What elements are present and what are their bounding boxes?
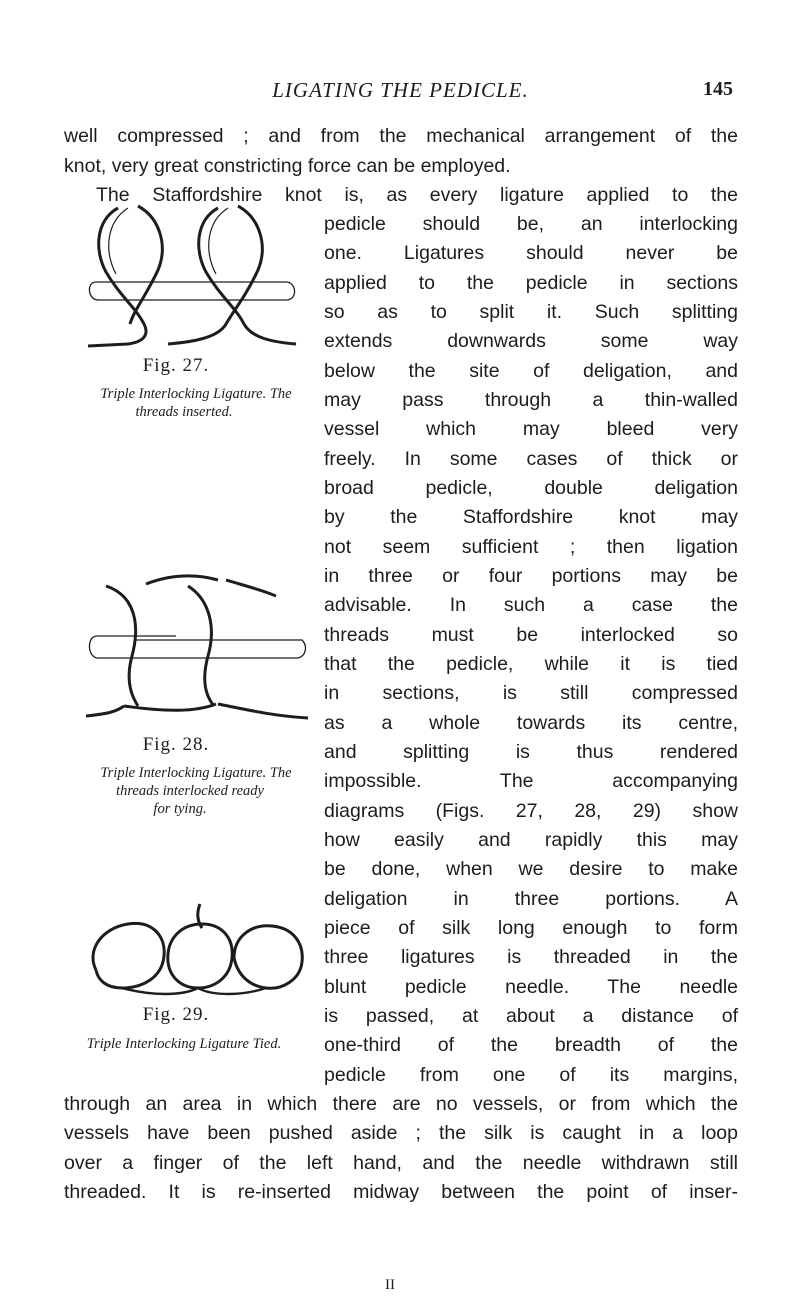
text-line: threads must be interlocked so bbox=[324, 624, 738, 646]
text-line: broad pedicle, double deligation bbox=[324, 477, 738, 499]
figure-27-caption: Triple Interlocking Ligature. The bbox=[100, 386, 292, 402]
text-line: over a finger of the left hand, and the needle withdrawn still bbox=[64, 1152, 738, 1174]
figure-27-label: Fig. 27. bbox=[142, 355, 210, 376]
text-line: applied to the pedicle in sections bbox=[324, 272, 738, 294]
text-line: extends downwards some way bbox=[324, 330, 738, 352]
text-line: one-third of the breadth of the bbox=[324, 1034, 738, 1056]
text-line: in sections, is still compressed bbox=[324, 682, 738, 704]
figure-28-illustration bbox=[76, 566, 316, 722]
figure-29-illustration bbox=[82, 900, 314, 1000]
text-line: may pass through a thin-walled bbox=[324, 389, 738, 411]
text-line: in three or four portions may be bbox=[324, 565, 738, 587]
text-line: not seem sufficient ; then ligation bbox=[324, 536, 738, 558]
text-line: three ligatures is threaded in the bbox=[324, 946, 738, 968]
figure-28-caption: threads interlocked ready bbox=[116, 783, 264, 799]
text-line: knot, very great constricting force can be employed. bbox=[64, 155, 511, 177]
figure-28-caption: Triple Interlocking Ligature. The bbox=[100, 765, 292, 781]
text-line: one. Ligatures should never be bbox=[324, 242, 738, 264]
figure-29-label: Fig. 29. bbox=[142, 1004, 210, 1025]
figure-28-caption: for tying. bbox=[153, 801, 207, 817]
running-head bbox=[68, 76, 733, 106]
text-line: as a whole towards its centre, bbox=[324, 712, 738, 734]
text-line: advisable. In such a case the bbox=[324, 594, 738, 616]
figure-28-label: Fig. 28. bbox=[142, 734, 210, 755]
text-line: is passed, at about a distance of bbox=[324, 1005, 738, 1027]
text-line: diagrams (Figs. 27, 28, 29) show bbox=[324, 800, 738, 822]
figure-29-caption: Triple Interlocking Ligature Tied. bbox=[86, 1036, 282, 1052]
figure-27-illustration bbox=[76, 200, 314, 350]
text-line: how easily and rapidly this may bbox=[324, 829, 738, 851]
text-line: and splitting is thus rendered bbox=[324, 741, 738, 763]
page-number: 145 bbox=[703, 78, 733, 100]
signature-mark: II bbox=[385, 1277, 395, 1293]
text-line: deligation in three portions. A bbox=[324, 888, 738, 910]
text-line: by the Staffordshire knot may bbox=[324, 506, 738, 528]
text-line: piece of silk long enough to form bbox=[324, 917, 738, 939]
text-line: freely. In some cases of thick or bbox=[324, 448, 738, 470]
text-line: pedicle from one of its margins, bbox=[324, 1064, 738, 1086]
text-line: vessels have been pushed aside ; the silk is caught in a loop bbox=[64, 1122, 738, 1144]
text-line: that the pedicle, while it is tied bbox=[324, 653, 738, 675]
text-line: The Staffordshire knot is, as every ligature applied to the bbox=[96, 184, 738, 206]
text-line: blunt pedicle needle. The needle bbox=[324, 976, 738, 998]
figure-27-caption: threads inserted. bbox=[135, 404, 233, 420]
text-line: pedicle should be, an interlocking bbox=[324, 213, 738, 235]
text-line: below the site of deligation, and bbox=[324, 360, 738, 382]
text-line: well compressed ; and from the mechanical arrangement of the bbox=[64, 125, 738, 147]
text-line: impossible. The accompanying bbox=[324, 770, 738, 792]
running-title: LIGATING THE PEDICLE. bbox=[272, 78, 529, 102]
text-line: so as to split it. Such splitting bbox=[324, 301, 738, 323]
text-line: through an area in which there are no vessels, or from which the bbox=[64, 1093, 738, 1115]
text-line: be done, when we desire to make bbox=[324, 858, 738, 880]
text-line: vessel which may bleed very bbox=[324, 418, 738, 440]
text-line: threaded. It is re-inserted midway between the point of inser- bbox=[64, 1181, 738, 1203]
